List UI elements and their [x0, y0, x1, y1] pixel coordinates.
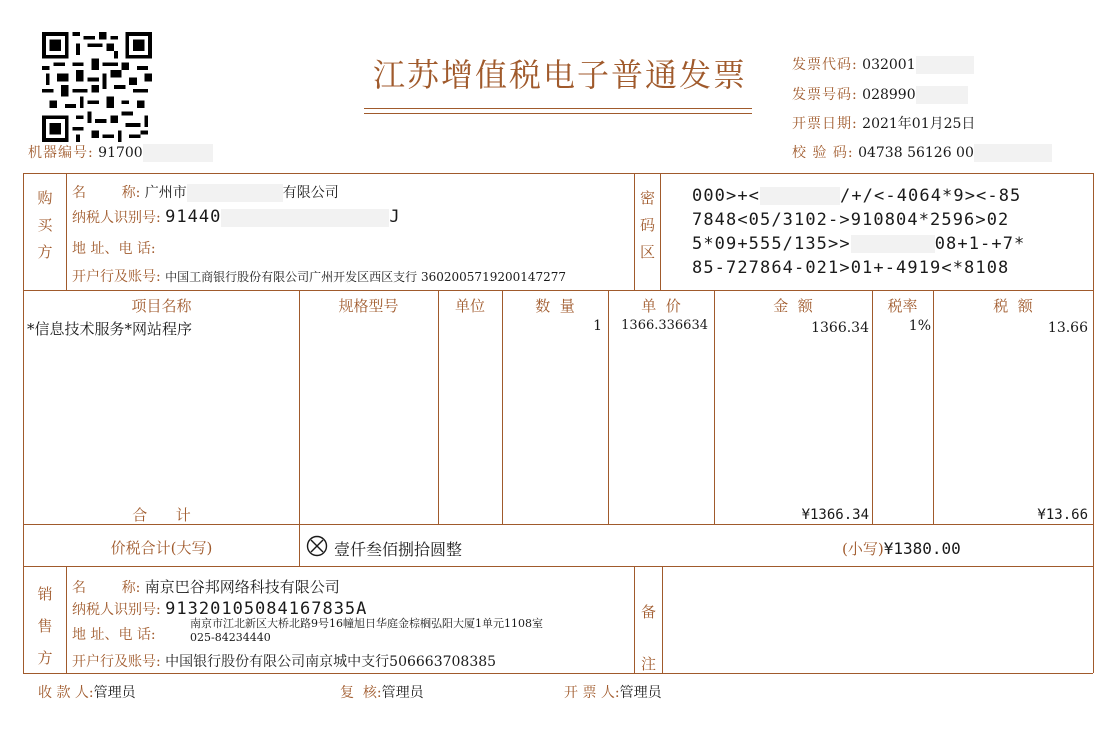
- seller-tax-label: 纳税人识别号:: [72, 602, 161, 618]
- sum-small-value: ¥1380.00: [883, 539, 961, 558]
- redaction: [916, 56, 974, 74]
- frame-line: [23, 566, 1093, 567]
- frame-line: [299, 290, 300, 566]
- col-header-rate: 税率: [887, 297, 918, 315]
- cipher-side-label: 密 码 区: [639, 189, 655, 261]
- title-underline: [364, 108, 752, 109]
- item-rate: 1%: [908, 318, 931, 334]
- frame-right: [1093, 173, 1094, 673]
- col-header-tax: 税 额: [993, 297, 1033, 315]
- redaction: [974, 144, 1052, 162]
- payee-value: 管理员: [93, 685, 136, 701]
- total-tax: ¥13.66: [1037, 507, 1088, 523]
- frame-line: [438, 290, 439, 524]
- sum-small: [842, 538, 961, 559]
- total-label: 合 计: [132, 506, 191, 524]
- item-tax: 13.66: [1047, 320, 1088, 336]
- cipher-line: 5*09+555/135>>: [692, 234, 851, 254]
- invoice-number-label: 发票号码:: [792, 87, 858, 103]
- buyer-bank-row: [72, 266, 566, 286]
- buyer-side-label: 购 买 方: [37, 189, 53, 261]
- machine-number-value: 91700: [98, 145, 143, 161]
- seller-side-label: 销 售 方: [37, 585, 53, 667]
- title-underline: [364, 113, 752, 114]
- cipher-text: [692, 184, 1025, 280]
- seller-name-label: 名 称:: [72, 580, 141, 596]
- remark-side-label: 备 注: [640, 603, 656, 673]
- qr-code-icon: [42, 32, 152, 142]
- col-header-qty: 数 量: [535, 297, 575, 315]
- frame-bottom: [23, 673, 1093, 674]
- redaction: [760, 187, 840, 205]
- buyer-name-label: 名 称:: [72, 185, 141, 201]
- reviewer-value: 管理员: [381, 685, 424, 701]
- machine-number-label: 机器编号:: [28, 145, 94, 161]
- frame-line: [660, 173, 661, 290]
- frame-line: [66, 566, 67, 673]
- frame-line: [66, 173, 67, 290]
- total-amount: ¥1366.34: [801, 507, 869, 523]
- issuer-label: 开 票 人:: [564, 685, 620, 701]
- machine-number: [28, 142, 213, 162]
- invoice-date-value: 2021年01月25日: [862, 116, 976, 132]
- seller-tax-row: [72, 599, 367, 619]
- buyer-tax-label: 纳税人识别号:: [72, 210, 161, 226]
- col-header-price: 单 价: [641, 297, 681, 315]
- buyer-name-suffix: 有限公司: [282, 185, 339, 201]
- frame-line: [662, 566, 663, 673]
- frame-top: [23, 173, 1093, 174]
- reviewer-label: 复 核:: [340, 685, 382, 701]
- buyer-tax-tail: J: [389, 207, 400, 227]
- buyer-name-prefix: 广州市: [144, 185, 187, 201]
- buyer-address-label: 地 址、电 话:: [72, 241, 156, 257]
- issuer-value: 管理员: [619, 685, 662, 701]
- seller-name-row: [72, 576, 340, 597]
- invoice-date-label: 开票日期:: [792, 116, 858, 132]
- invoice-code-label: 发票代码:: [792, 57, 858, 73]
- payee: [38, 682, 136, 702]
- redaction: [143, 144, 213, 162]
- seller-bank-row: [72, 651, 496, 671]
- seller-address-row: [72, 624, 156, 644]
- buyer-bank-label: 开户行及账号:: [72, 269, 161, 285]
- cipher-line: 85-727864-021>01+-4919<*8108: [692, 258, 1010, 278]
- seller-address-label: 地 址、电 话:: [72, 627, 156, 643]
- invoice-code-value: 032001: [862, 57, 916, 73]
- invoice-number-value: 028990: [862, 87, 916, 103]
- seller-tax-id: 91320105084167835A: [165, 599, 368, 619]
- seller-name-value: 南京巴谷邦网络科技有限公司: [144, 578, 340, 596]
- cipher-line: 08+1-+7*: [934, 234, 1026, 254]
- check-code: [792, 142, 1052, 162]
- item-amount: 1366.34: [811, 320, 869, 336]
- cipher-line: 000>+<: [692, 186, 761, 206]
- sum-label: 价税合计(大写): [110, 539, 213, 557]
- check-code-value: 04738 56126 00: [858, 145, 974, 161]
- seller-bank-value: 中国银行股份有限公司南京城中支行506663708385: [165, 654, 497, 670]
- buyer-name-row: [72, 182, 339, 202]
- payee-label: 收 款 人:: [38, 685, 94, 701]
- cross-circle-icon: [306, 535, 328, 557]
- redaction: [187, 184, 283, 202]
- invoice-number: [792, 84, 968, 104]
- seller-address-value: 南京市江北新区大桥北路9号16幢旭日华庭金棕榈弘阳大厦1单元1108室 025-84234440: [190, 617, 543, 644]
- invoice-date: [792, 113, 975, 133]
- sum-uppercase: 壹仟叁佰捌拾圆整: [334, 540, 463, 559]
- item-price: 1366.336634: [621, 318, 708, 333]
- item-name: *信息技术服务*网站程序: [27, 320, 193, 338]
- redaction: [851, 235, 935, 253]
- invoice-title: 江苏增值税电子普通发票: [372, 56, 747, 94]
- sum-small-label: (小写): [842, 540, 884, 558]
- buyer-tax-row: [72, 207, 400, 227]
- issuer: [564, 682, 662, 702]
- col-header-spec: 规格型号: [338, 297, 399, 315]
- col-header-item: 项目名称: [131, 297, 192, 315]
- cipher-line: /+/<-4064*9><-85: [840, 186, 1022, 206]
- redaction: [916, 86, 968, 104]
- buyer-bank-value: 中国工商银行股份有限公司广州开发区西区支行 3602005719200147277: [165, 270, 567, 284]
- seller-bank-label: 开户行及账号:: [72, 654, 161, 670]
- buyer-tax-id: 91440: [165, 207, 222, 227]
- col-header-unit: 单位: [454, 297, 485, 315]
- reviewer: [340, 682, 424, 702]
- col-header-amount: 金 额: [773, 297, 813, 315]
- redaction: [221, 209, 389, 227]
- check-code-label: 校 验 码:: [792, 145, 854, 161]
- buyer-address-row: [72, 238, 156, 258]
- invoice-code: [792, 54, 974, 74]
- item-qty: 1: [593, 318, 602, 334]
- cipher-line: 7848<05/3102->910804*2596>02: [692, 210, 1010, 230]
